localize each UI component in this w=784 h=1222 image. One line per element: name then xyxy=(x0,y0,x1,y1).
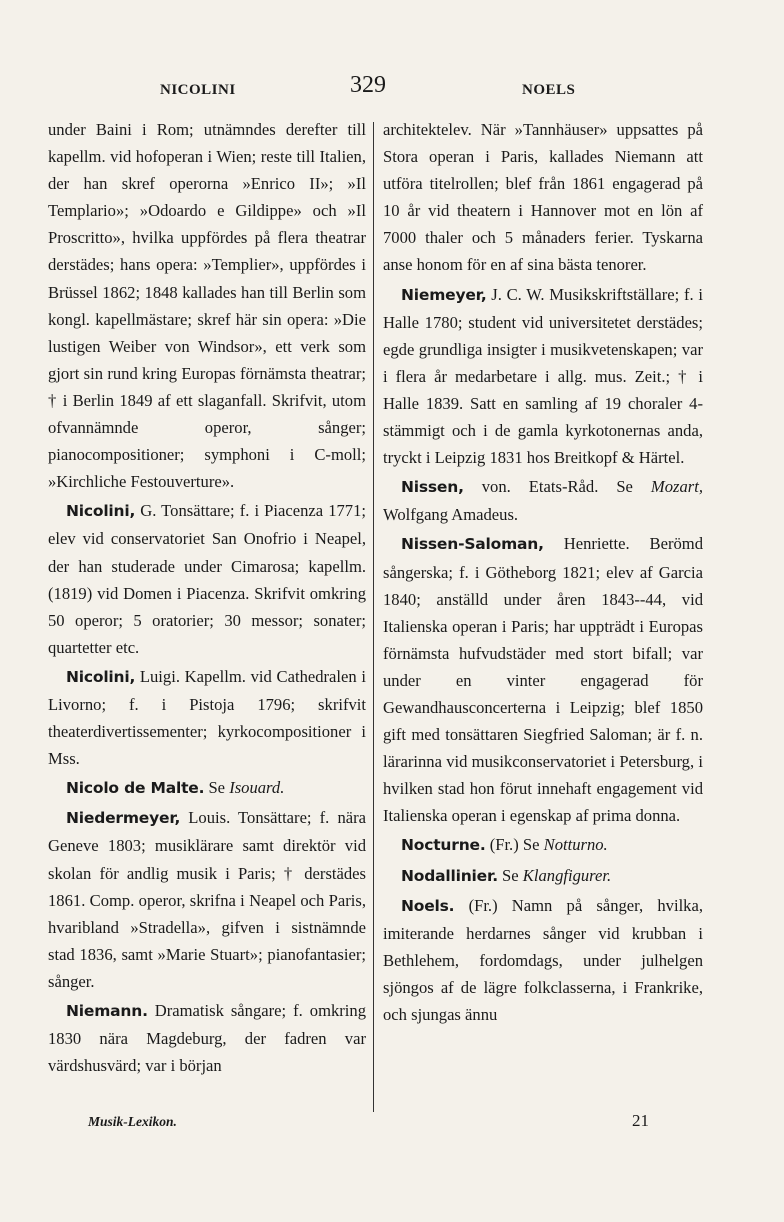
cross-reference: Isouard. xyxy=(229,778,285,798)
sheet-number: 21 xyxy=(632,1111,649,1130)
entry-text: G. Tonsättare; f. i Piacenza 1771; elev vid conservatoriet San Onofrio i Neapel, der han studerade under Cimarosa; kapellm. (1819) vid Domen i Piacenza. Skrifvit omkring 50 operor; 5 oratorier; 30 messor; sonater; quartetter etc. xyxy=(48,501,366,657)
dictionary-entry xyxy=(48,497,366,661)
entry-text: Se xyxy=(204,778,230,798)
cross-reference: Klangfigurer. xyxy=(522,865,612,885)
entry-text: Dramatisk sångare; f. omkring 1830 nära Magdeburg, der fadren var värdshusvärd; var i början xyxy=(48,1001,366,1076)
dictionary-entry xyxy=(48,997,366,1079)
page-number: 329 xyxy=(350,72,386,98)
header-right-guideword: NOELS xyxy=(522,82,576,98)
entry-headword: Nocturne. xyxy=(401,836,486,855)
entry-headword: Nissen, xyxy=(401,478,464,497)
column-divider xyxy=(373,122,374,1112)
entry-text: Se xyxy=(497,865,523,885)
entry-text: Henriette. Berömd sångerska; f. i Götheborg 1821; elev af Garcia 1840; anställd under åren 1843--44, vid Italienska operan i Paris; har uppträdt i Europas förnämsta hufvudstäder med stort bifall; var under en vinter engagerad för Gewandhausconcerterna i Leipzig; blef 1850 gift med tonsättaren Siegfried Saloman; är f. n. lärarinna vid musikconservatoriet i Petersburg, i hvilken stad hon förut innehaft engagement vid Italienska operan i egenskap af prima donna. xyxy=(383,534,703,826)
header-left-guideword: NICOLINI xyxy=(160,82,236,98)
cross-reference: Mozart, xyxy=(650,477,703,497)
entry-headword: Nissen-Saloman, xyxy=(401,535,544,554)
entry-headword: Niemeyer, xyxy=(401,285,487,304)
entry-headword: Nicolini, xyxy=(66,667,136,686)
dictionary-entry xyxy=(383,892,703,1028)
cross-reference: Notturno. xyxy=(543,835,608,855)
entry-text: J. C. W. Musikskriftställare; f. i Halle 1780; student vid universitetet derstädes; egde grundliga insigter i musikvetenskapen; var i flera år medarbetare i allg. mus. Zeit.; † i Halle 1839. Satt en samling af 19 choraler 4-stämmigt och i de gamla kyrkotonernas anda, tryckt i Leipzig 1831 hos Breitkopf & Härtel. xyxy=(383,284,703,468)
entry-text: Louis. Tonsättare; f. nära Geneve 1803; musiklärare samt direktör vid skolan för andlig musik i Paris; † derstädes 1861. Comp. operor, skrifna i Neapel och Paris, hvaribland »Stradella», gifven i sistnämnde stad 1836, samt »Marie Stuart»; pianofantasier; sånger. xyxy=(48,808,366,991)
entry-text: (Fr.) Se xyxy=(485,835,544,855)
dictionary-entry xyxy=(48,774,366,802)
running-header xyxy=(0,70,784,106)
entry-headword: Nodallinier. xyxy=(401,866,498,885)
dictionary-entry xyxy=(383,281,703,472)
dictionary-entry xyxy=(383,473,703,528)
continuation-text: architektelev. När »Tannhäuser» uppsattes på Stora operan i Paris, kallades Niemann att utföra titelrollen; blef från 1861 engagerad på 10 år vid theatern i Hannover mot en lön af 7000 thaler och 5 månaders ferier. Tyskarna anse honom för en af sina bästa tenorer. xyxy=(383,120,703,275)
entry-text: von. Etats-Råd. Se xyxy=(463,477,651,497)
right-column xyxy=(383,116,703,1030)
entry-text: Luigi. Kapellm. vid Cathedralen i Livorno; f. i Pistoja 1796; skrifvit theaterdivertissementer; kyrkocompositioner i Mss. xyxy=(48,666,366,769)
entry-headword: Nicolini, xyxy=(66,502,136,521)
entry-headword: Noels. xyxy=(401,896,455,915)
signature-mark: Musik-Lexikon. xyxy=(88,1114,177,1129)
entry-text: (Fr.) Namn på sånger, hvilka, imiterande herdarnes sånger vid krubban i Bethlehem, fordomdags, under julhelgen sjöngos af de lägre folkclasserna, i Frankrike, och sjungas ännu xyxy=(383,895,703,1024)
continuation-text: under Baini i Rom; utnämndes derefter till kapellm. vid hofoperan i Wien; reste till Italien, der han skref operorna »Enrico II»; »Il Templario»; »Odoardo e Gildippe» och »Il Proscritto», hvilka uppfördes på flera theatrar derstädes; hans opera: »Templier», uppfördes i Brüssel 1862; 1848 kallades han till Berlin som kongl. kapellmästare; skref här sin opera: »Die lustigen Weiber von Windsor», ett verk som gjort sin rund kring Europas förnämsta theatrar; † i Berlin 1849 af ett slaganfall. Skrifvit, utom ofvannämnde operor, sånger; pianocompositioner; symphoni i C-moll; »Kirchliche Festouverture». xyxy=(48,120,366,492)
entry-text-after: Wolfgang Amadeus. xyxy=(383,505,519,525)
left-column xyxy=(48,116,366,1081)
dictionary-entry xyxy=(48,804,366,995)
dictionary-entry xyxy=(383,530,703,829)
entry-headword: Niedermeyer, xyxy=(66,809,181,828)
dictionary-entry xyxy=(48,663,366,772)
entry-headword: Niemann. xyxy=(66,1002,148,1020)
entry-headword: Nicolo de Malte. xyxy=(66,779,205,798)
dictionary-entry xyxy=(383,831,703,859)
dictionary-entry xyxy=(383,862,703,890)
